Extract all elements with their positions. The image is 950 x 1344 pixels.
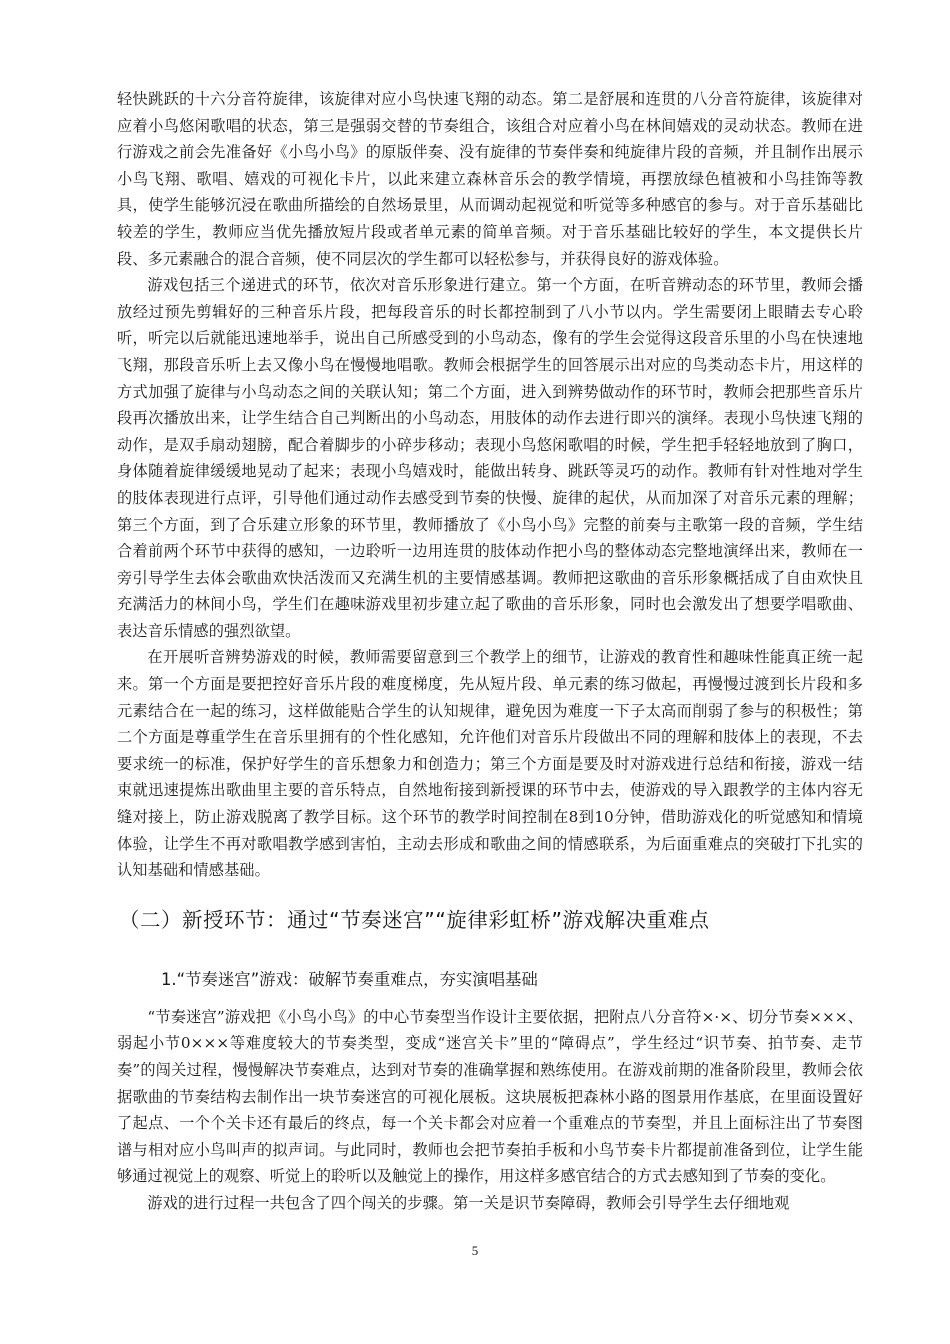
subsection-heading: 1.“节奏迷宫”游戏：破解节奏重难点，夯实演唱基础 (161, 969, 538, 989)
body-paragraph-3: 在开展听音辨势游戏的时候，教师需要留意到三个教学上的细节，让游戏的教育性和趣味性能真正统一起来。第一个方面是要把控好音乐片段的难度梯度，先从短片段、单元素的练习做起，再慢慢过渡到长片段和多元素结合在一起的练习，这样做能贴合学生的认知规律，避免因为难度一下子太高而削弱了参与的积极性；第二个方面是尊重学生在音乐里拥有的个性化感知，允许他们对音乐片段做出不同的理解和肢体上的表现，不去要求统一的标准，保护好学生的音乐想象力和创造力；第三个方面是要及时对游戏进行总结和衔接，游戏一结束就迅速提炼出歌曲里主要的音乐特点，自然地衔接到新授课的环节中去，使游戏的导入跟教学的主体内容无缝对接上，防止游戏脱离了教学目标。这个环节的教学时间控制在8到10分钟，借助游戏化的听觉感知和情境体验，让学生不再对歌唱教学感到害怕，主动去形成和歌曲之间的情感联系，为后面重难点的突破打下扎实的认知基础和情感基础。 (117, 648, 863, 880)
body-paragraph-5: 游戏的进行过程一共包含了四个闯关的步骤。第一关是识节奏障碍，教师会引导学生去仔细地观 (147, 1193, 790, 1212)
body-paragraph-4: “节奏迷宫”游戏把《小鸟小鸟》的中心节奏型当作设计主要依据，把附点八分音符×·×、切分节奏×××、弱起小节0×××等难度较大的节奏类型，变成“迷宫关卡”里的“障碍点”，学生经过“识节奏、拍节奏、走节奏”的闯关过程，慢慢解决节奏难点，达到对节奏的准确掌握和熟练使用。在游戏前期的准备阶段里，教师会依据歌曲的节奏结构去制作出一块节奏迷宫的可视化展板。这块展板把森林小路的图景用作基底，在里面设置好了起点、一个个关卡还有最后的终点，每一个关卡都会对应着一个重难点的节奏型，并且上面标注出了节奏图谱与相对应小鸟叫声的拟声词。与此同时，教师也会把节奏拍手板和小鸟节奏卡片都提前准备到位，让学生能够通过视觉上的观察、听觉上的聆听以及触觉上的操作，用这样多感官结合的方式去感知到了节奏的变化。 (117, 1007, 863, 1186)
body-paragraph-2: 游戏包括三个递进式的环节，依次对音乐形象进行建立。第一个方面，在听音辨动态的环节里，教师会播放经过预先剪辑好的三种音乐片段，把每段音乐的时长都控制到了八小节以内。学生需要闭上眼睛去专心聆听，听完以后就能迅速地举手，说出自己所感受到的小鸟动态，像有的学生会觉得这段音乐里的小鸟在快速地飞翔，那段音乐听上去又像小鸟在慢慢地唱歌。教师会根据学生的回答展示出对应的鸟类动态卡片，用这样的方式加强了旋律与小鸟动态之间的关联认知；第二个方面，进入到辨势做动作的环节时，教师会把那些音乐片段再次播放出来，让学生结合自己判断出的小鸟动态，用肢体的动作去进行即兴的演绎。表现小鸟快速飞翔的动作，是双手扇动翅膀，配合着脚步的小碎步移动；表现小鸟悠闲歌唱的时候，学生把手轻轻地放到了胸口，身体随着旋律缓缓地晃动了起来；表现小鸟嬉戏时，能做出转身、跳跃等灵巧的动作。教师有针对性地对学生的肢体表现进行点评，引导他们通过动作去感受到节奏的快慢、旋律的起伏，从而加深了对音乐元素的理解；第三个方面，到了合乐建立形象的环节里，教师播放了《小鸟小鸟》完整的前奏与主歌第一段的音频，学生结合着前两个环节中获得的感知，一边聆听一边用连贯的肢体动作把小鸟的整体动态完整地演绎出来，教师在一旁引导学生去体会歌曲欢快活泼而又充满生机的主要情感基调。教师把这歌曲的音乐形象概括成了自由欢快且充满活力的林间小鸟，学生们在趣味游戏里初步建立起了歌曲的音乐形象，同时也会激发出了想要学唱歌曲、表达音乐情感的强烈欲望。 (117, 276, 863, 640)
body-paragraph-1: 轻快跳跃的十六分音符旋律，该旋律对应小鸟快速飞翔的动态。第二是舒展和连贯的八分音符旋律，该旋律对应着小鸟悠闲歌唱的状态，第三是强弱交替的节奏组合，该组合对应着小鸟在林间嬉戏的灵动状态。教师在进行游戏之前会先准备好《小鸟小鸟》的原版伴奏、没有旋律的节奏伴奏和纯旋律片段的音频，并且制作出展示小鸟飞翔、歌唱、嬉戏的可视化卡片，以此来建立森林音乐会的教学情境，再摆放绿色植被和小鸟挂饰等教具，使学生能够沉浸在歌曲所描绘的自然场景里，从而调动起视觉和听觉等多种感官的参与。对于音乐基础比较差的学生，教师应当优先播放短片段或者单元素的简单音频。对于音乐基础比较好的学生，本文提供长片段、多元素融合的混合音频，使不同层次的学生都可以轻松参与，并获得良好的游戏体验。 (117, 90, 863, 268)
section-heading: （二）新授环节：通过“节奏迷宫”“旋律彩虹桥”游戏解决重难点 (119, 907, 710, 932)
page-content (117, 86, 863, 1217)
page-number: 5 (471, 1243, 479, 1258)
